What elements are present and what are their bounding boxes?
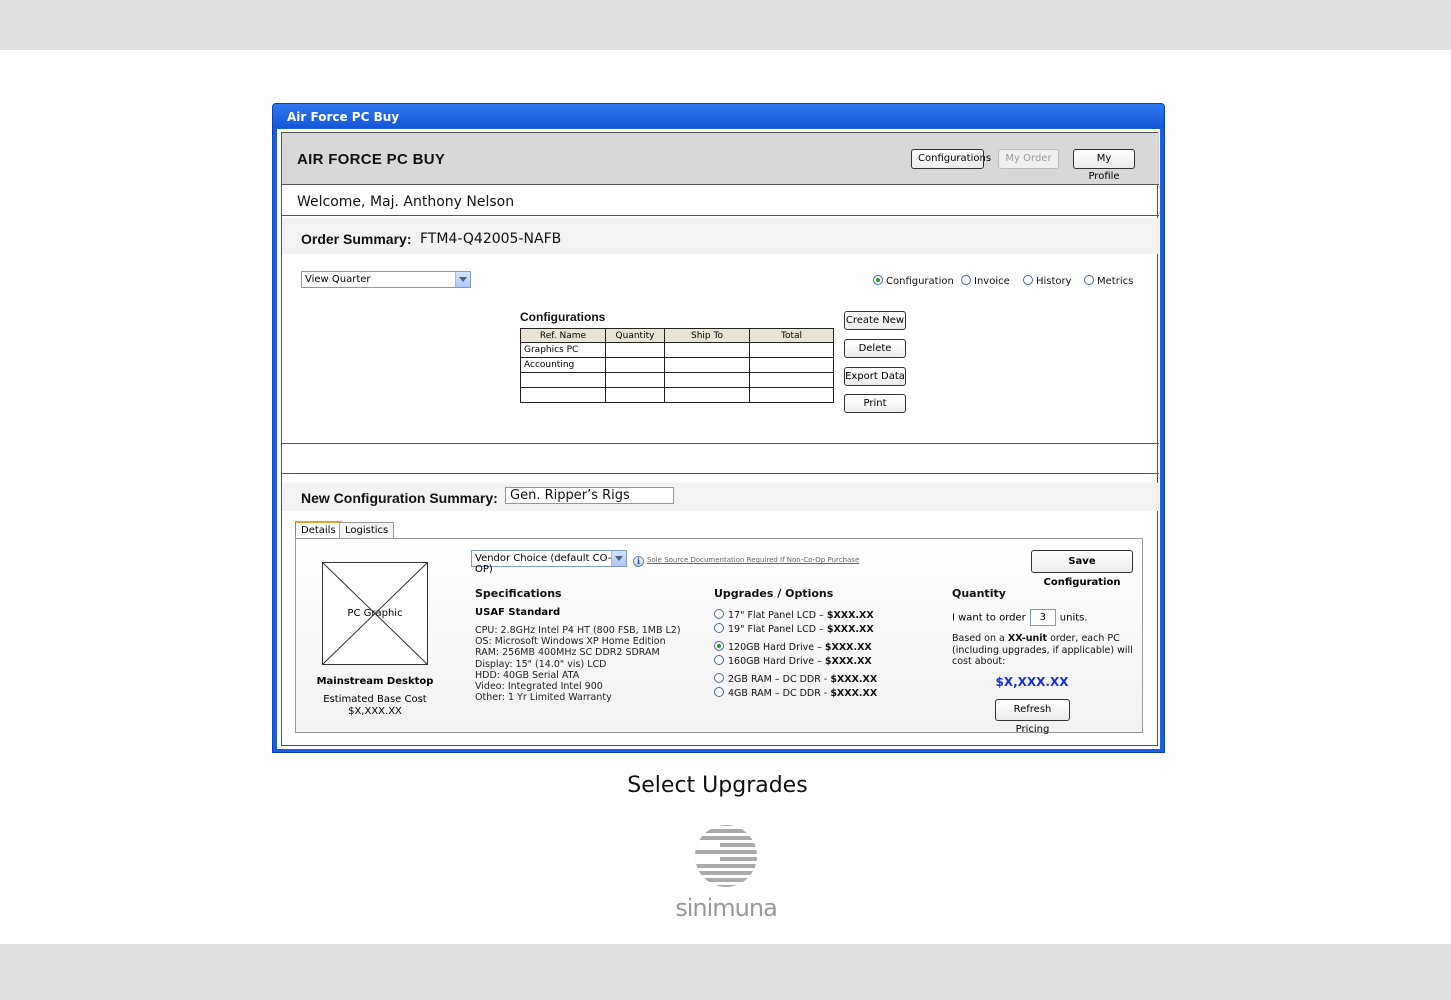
divider bbox=[282, 473, 1159, 474]
radio-icon[interactable] bbox=[961, 275, 971, 285]
tab-details[interactable]: Details bbox=[295, 521, 342, 540]
table-row[interactable] bbox=[521, 343, 834, 358]
details-panel bbox=[295, 538, 1143, 733]
radio-icon[interactable] bbox=[714, 655, 724, 665]
upgrade-price: $XXX.XX bbox=[826, 624, 874, 635]
spec-line: HDD: 40GB Serial ATA bbox=[475, 670, 580, 681]
print-button[interactable]: Print bbox=[844, 394, 906, 413]
configurations-button[interactable]: Configurations bbox=[911, 149, 984, 169]
upgrade-price: $XXX.XX bbox=[824, 656, 872, 667]
pricing-note-text: Based on a bbox=[952, 633, 1008, 644]
window-title: Air Force PC Buy bbox=[287, 110, 400, 124]
quantity-suffix: units. bbox=[1059, 612, 1088, 624]
radio-invoice[interactable] bbox=[961, 275, 1010, 287]
tab-logistics[interactable]: Logistics bbox=[339, 522, 394, 539]
specifications-subtitle: USAF Standard bbox=[475, 607, 561, 618]
window-titlebar[interactable] bbox=[273, 104, 1164, 128]
vendor-select[interactable] bbox=[471, 550, 627, 575]
table-cell[interactable] bbox=[665, 343, 750, 358]
pc-name: Mainstream Desktop bbox=[316, 676, 434, 687]
spec-line: OS: Microsoft Windows XP Home Edition bbox=[475, 636, 666, 647]
configurations-title: Configurations bbox=[520, 310, 606, 324]
configurations-table bbox=[520, 328, 834, 403]
table-cell[interactable] bbox=[521, 388, 606, 403]
specifications-title: Specifications bbox=[475, 587, 562, 600]
upgrade-option[interactable] bbox=[714, 623, 874, 635]
radio-selected-icon[interactable] bbox=[714, 641, 724, 651]
table-cell[interactable]: Accounting bbox=[521, 358, 606, 373]
table-cell[interactable] bbox=[606, 373, 665, 388]
order-summary-label: Order Summary: bbox=[301, 231, 412, 247]
spec-line: Display: 15" (14.0" vis) LCD bbox=[475, 659, 607, 670]
pricing-note-bold: XX-unit bbox=[1007, 633, 1048, 644]
radio-configuration[interactable] bbox=[873, 275, 954, 287]
welcome-text: Welcome, Maj. Anthony Nelson bbox=[297, 194, 515, 210]
upgrade-label: 160GB Hard Drive – bbox=[728, 656, 825, 667]
table-cell[interactable] bbox=[750, 343, 834, 358]
welcome-bar bbox=[282, 186, 1159, 216]
upgrade-label: 17" Flat Panel LCD – bbox=[728, 610, 827, 621]
column-header: Quantity bbox=[606, 329, 665, 343]
upgrade-price: $XXX.XX bbox=[830, 674, 878, 685]
table-cell[interactable] bbox=[665, 388, 750, 403]
vendor-select-value: Vendor Choice (default CO-OP) bbox=[475, 553, 612, 575]
radio-selected-icon[interactable] bbox=[873, 275, 883, 285]
table-cell[interactable]: Graphics PC bbox=[521, 343, 606, 358]
table-row[interactable] bbox=[521, 373, 834, 388]
upgrade-option[interactable] bbox=[714, 609, 874, 621]
logo-globe-icon bbox=[672, 816, 780, 896]
divider bbox=[282, 443, 1159, 444]
sole-source-link[interactable]: Sole Source Documentation Required If Non-Co-Op Purchase bbox=[647, 556, 860, 564]
upgrade-price: $XXX.XX bbox=[824, 642, 872, 653]
upgrade-price: $XXX.XX bbox=[826, 610, 874, 621]
radio-icon[interactable] bbox=[1023, 275, 1033, 285]
radio-label: Invoice bbox=[974, 276, 1010, 287]
table-cell[interactable] bbox=[606, 388, 665, 403]
export-data-button[interactable]: Export Data bbox=[844, 367, 906, 386]
upgrade-option[interactable] bbox=[714, 641, 872, 653]
table-cell[interactable] bbox=[750, 358, 834, 373]
top-band bbox=[0, 0, 1451, 50]
chevron-down-icon[interactable] bbox=[611, 551, 626, 566]
new-config-label: New Configuration Summary: bbox=[301, 490, 498, 506]
table-cell[interactable] bbox=[665, 358, 750, 373]
create-new-button[interactable]: Create New bbox=[844, 311, 906, 330]
spec-line: Other: 1 Yr Limited Warranty bbox=[475, 692, 612, 703]
sinimuna-logo bbox=[672, 816, 780, 920]
upgrade-label: 4GB RAM – DC DDR - bbox=[728, 688, 831, 699]
upgrade-option[interactable] bbox=[714, 655, 872, 667]
order-id: FTM4-Q42005-NAFB bbox=[420, 231, 562, 247]
radio-metrics[interactable] bbox=[1084, 275, 1133, 287]
upgrade-label: 19" Flat Panel LCD – bbox=[728, 624, 827, 635]
bottom-band bbox=[0, 944, 1451, 1000]
upgrade-label: 2GB RAM – DC DDR - bbox=[728, 674, 831, 685]
upgrade-label: 120GB Hard Drive – bbox=[728, 642, 825, 653]
base-cost-label: Estimated Base Cost bbox=[323, 694, 427, 705]
app-frame bbox=[281, 132, 1158, 746]
quantity-title: Quantity bbox=[952, 587, 1006, 600]
window-client bbox=[277, 129, 1160, 749]
upgrade-option[interactable] bbox=[714, 687, 877, 699]
column-header: Ship To bbox=[665, 329, 750, 343]
radio-label: Metrics bbox=[1097, 276, 1134, 287]
pc-graphic-placeholder bbox=[322, 562, 428, 665]
spec-line: CPU: 2.8GHz Intel P4 HT (800 FSB, 1MB L2) bbox=[475, 625, 681, 636]
radio-history[interactable] bbox=[1023, 275, 1072, 287]
radio-icon[interactable] bbox=[714, 609, 724, 619]
refresh-pricing-button[interactable]: Refresh Pricing bbox=[995, 699, 1070, 721]
table-cell[interactable] bbox=[606, 343, 665, 358]
app-window bbox=[272, 103, 1165, 753]
delete-button[interactable]: Delete bbox=[844, 339, 906, 358]
view-quarter-select[interactable] bbox=[301, 271, 471, 288]
table-cell[interactable] bbox=[606, 358, 665, 373]
quantity-input[interactable]: 3 bbox=[1030, 609, 1056, 626]
radio-icon[interactable] bbox=[1084, 275, 1094, 285]
radio-icon[interactable] bbox=[714, 687, 724, 697]
pricing-note-text: order, each PC (including upgrades, if applicable) will cost about: bbox=[952, 633, 1133, 667]
table-header-row bbox=[521, 329, 834, 343]
spec-line: Video: Integrated Intel 900 bbox=[475, 681, 603, 692]
radio-icon[interactable] bbox=[714, 623, 724, 633]
spec-line: RAM: 256MB 400MHz SC DDR2 SDRAM bbox=[475, 647, 660, 658]
save-configuration-button[interactable]: Save Configuration bbox=[1031, 550, 1133, 573]
app-header bbox=[282, 133, 1159, 185]
quantity-row bbox=[952, 609, 1088, 626]
config-name-input[interactable]: Gen. Ripper’s Rigs bbox=[505, 487, 674, 504]
table-cell[interactable] bbox=[521, 373, 606, 388]
logo-text: sinimuna bbox=[675, 894, 777, 922]
table-row[interactable] bbox=[521, 358, 834, 373]
radio-label: Configuration bbox=[886, 276, 954, 287]
table-cell[interactable] bbox=[665, 373, 750, 388]
table-cell[interactable] bbox=[750, 388, 834, 403]
table-row[interactable] bbox=[521, 388, 834, 403]
column-header: Total bbox=[750, 329, 834, 343]
chevron-down-icon[interactable] bbox=[455, 272, 470, 287]
app-title: AIR FORCE PC BUY bbox=[297, 151, 446, 168]
view-quarter-value: View Quarter bbox=[305, 274, 371, 285]
quantity-prefix: I want to order bbox=[952, 612, 1026, 624]
slide-caption: Select Upgrades bbox=[627, 773, 808, 798]
table-cell[interactable] bbox=[750, 373, 834, 388]
order-summary-header bbox=[282, 218, 1159, 254]
column-header: Ref. Name bbox=[521, 329, 606, 343]
my-order-button[interactable]: My Order bbox=[998, 149, 1059, 169]
new-config-header bbox=[282, 483, 1159, 511]
pricing-note bbox=[952, 633, 1142, 668]
pc-graphic-label: PC Graphic bbox=[347, 608, 403, 619]
radio-icon[interactable] bbox=[714, 673, 724, 683]
upgrade-price: $XXX.XX bbox=[830, 688, 878, 699]
my-profile-button[interactable]: My Profile bbox=[1073, 149, 1135, 169]
upgrade-option[interactable] bbox=[714, 673, 877, 685]
base-cost-value: $X,XXX.XX bbox=[348, 706, 402, 717]
info-icon[interactable]: i bbox=[633, 556, 644, 567]
radio-label: History bbox=[1036, 276, 1072, 287]
upgrades-title: Upgrades / Options bbox=[714, 587, 834, 600]
estimated-unit-price: $X,XXX.XX bbox=[995, 675, 1069, 689]
